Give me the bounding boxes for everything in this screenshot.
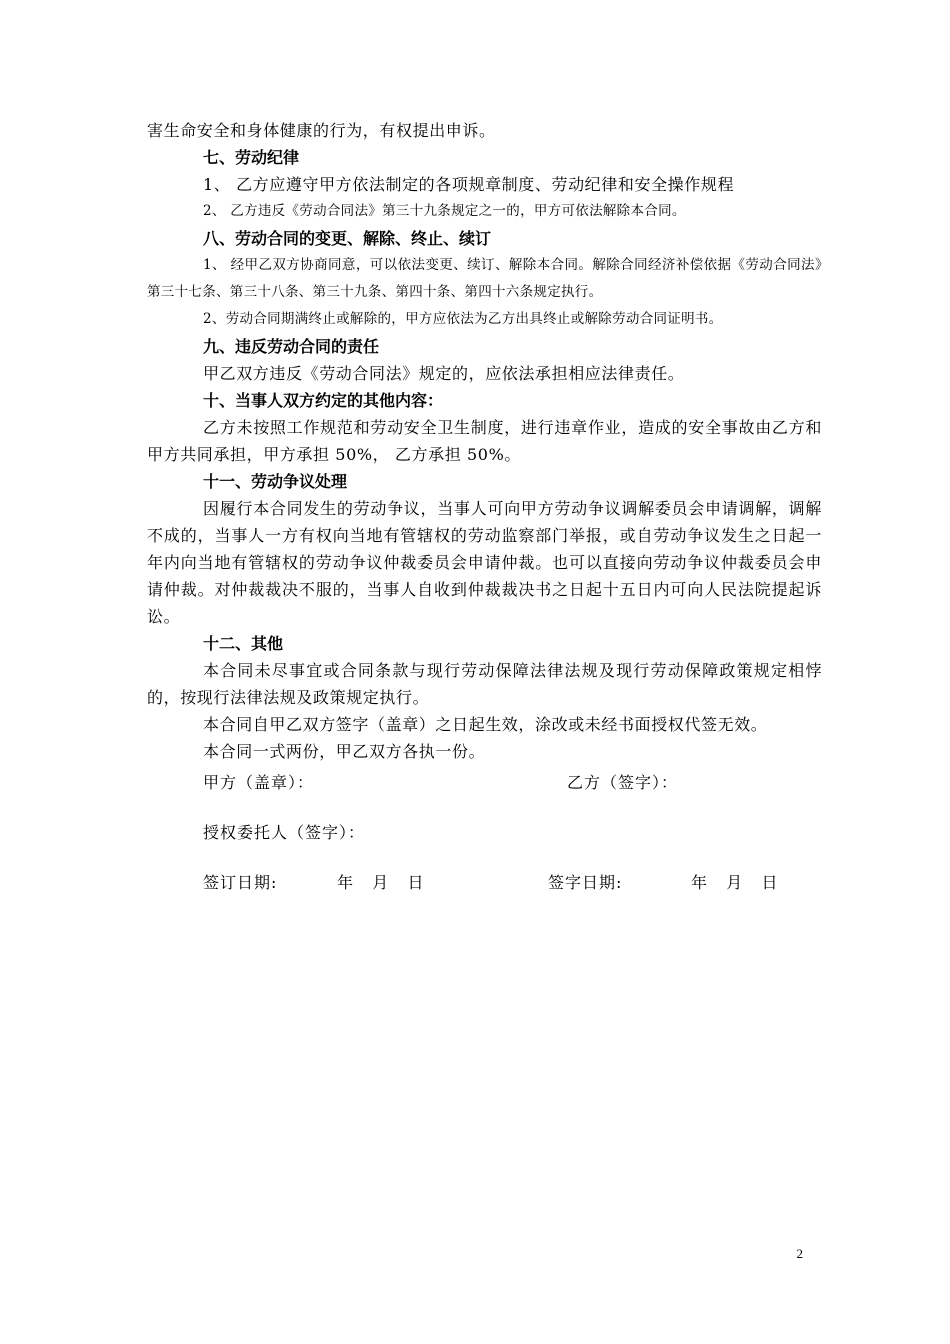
body-paragraph: 害生命安全和身体健康的行为，有权提出申诉。: [147, 121, 496, 140]
section-heading: 十二、其他: [203, 634, 284, 653]
party-a-seal-label: 甲方（盖章）：: [203, 773, 315, 792]
body-paragraph: 本合同自甲乙双方签字（盖章）之日起生效，涂改或未经书面授权代签无效。: [203, 715, 768, 734]
body-paragraph: 2、 乙方违反《劳动合同法》第三十九条规定之一的，甲方可依法解除本合同。: [203, 203, 686, 219]
party-b-signature-label: 乙方（签字）：: [567, 773, 679, 792]
section-heading: 十一、劳动争议处理: [203, 472, 348, 491]
body-paragraph: 甲乙双方违反《劳动合同法》规定的，应依法承担相应法律责任。: [203, 364, 685, 383]
section-heading: 七、劳动纪律: [203, 148, 300, 167]
sign-date-ymd: 年 月 日: [337, 873, 425, 892]
body-paragraph: 本合同一式两份，甲乙双方各执一份。: [203, 742, 486, 761]
signature-date-label: 签字日期:: [548, 873, 623, 892]
body-paragraph: 2、劳动合同期满终止或解除的，甲方应依法为乙方出具终止或解除劳动合同证明书。: [203, 311, 723, 327]
body-paragraph: 因履行本合同发生的劳动争议，当事人可向甲方劳动争议调解委员会申请调解，调解不成的，当事人一方有权向当地有管辖权的劳动监察部门举报，或自劳动争议发生之日起一年内向当地有管辖权的劳动争议仲裁委员会申请仲裁。也可以直接向劳动争议仲裁委员会申请仲裁。对仲裁裁决不服的，当事人自收到仲裁裁决书之日起十五日内可向人民法院提起诉讼。: [147, 499, 822, 626]
sign-date-label: 签订日期:: [203, 873, 278, 892]
contract-body: [147, 117, 822, 765]
section-heading: 十、当事人双方约定的其他内容：: [203, 391, 444, 410]
authorized-agent-label: 授权委托人（签字）：: [203, 823, 366, 842]
signature-date-ymd: 年 月 日: [691, 873, 779, 892]
body-paragraph: 乙方未按照工作规范和劳动安全卫生制度，进行违章作业，造成的安全事故由乙方和甲方共同承担，甲方承担 50%， 乙方承担 50%。: [147, 418, 822, 464]
section-heading: 八、劳动合同的变更、解除、终止、续订: [203, 229, 492, 248]
body-paragraph: 1、 乙方应遵守甲方依法制定的各项规章制度、劳动纪律和安全操作规程: [203, 175, 735, 194]
body-paragraph: 本合同未尽事宜或合同条款与现行劳动保障法律法规及现行劳动保障政策规定相悖的，按现行法律法规及政策规定执行。: [147, 661, 822, 707]
page-number: 2: [796, 1246, 803, 1261]
section-heading: 九、违反劳动合同的责任: [203, 337, 380, 356]
body-paragraph: 1、 经甲乙双方协商同意，可以依法变更、续订、解除本合同。解除合同经济补偿依据《劳动合同法》第三十七条、第三十八条、第三十九条、第四十条、第四十六条规定执行。: [147, 257, 822, 300]
